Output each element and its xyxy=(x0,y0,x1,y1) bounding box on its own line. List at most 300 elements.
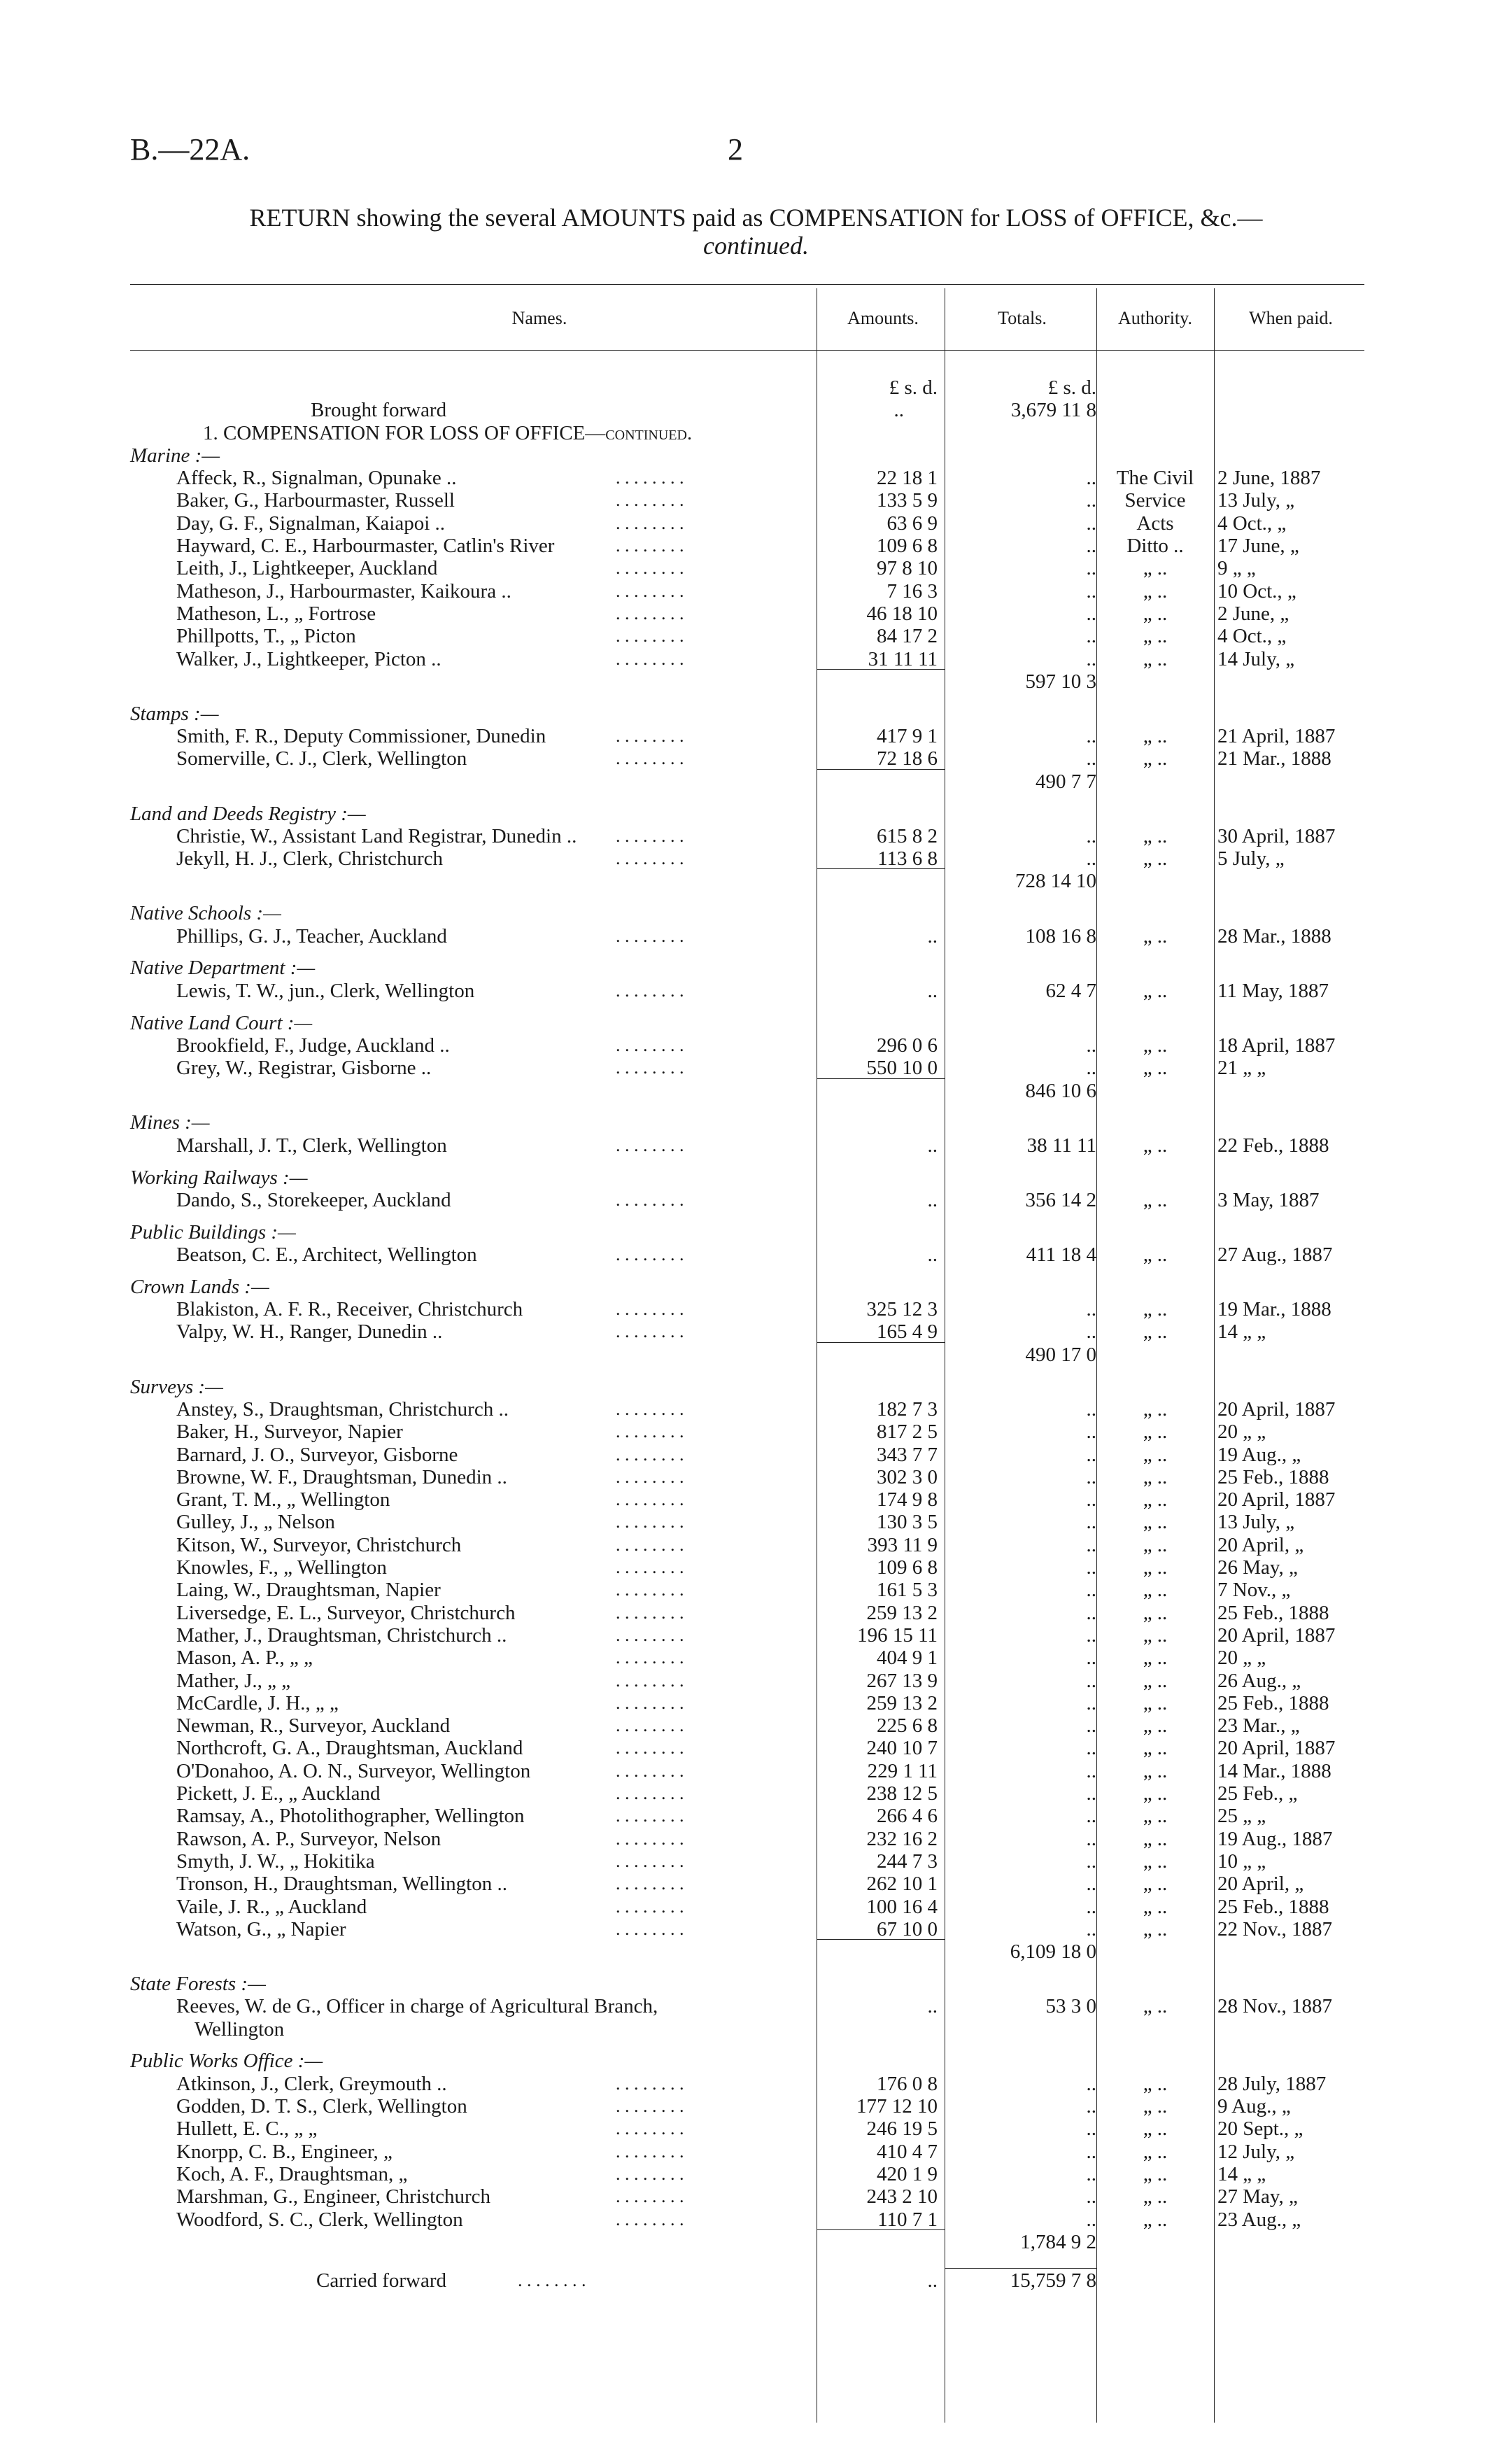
table-row xyxy=(0,467,1512,489)
payee-name: Ramsay, A., Photolithographer, Wellington xyxy=(176,1805,525,1827)
table-row xyxy=(0,925,1512,947)
payment-total: .. xyxy=(1086,489,1096,512)
table-row xyxy=(0,847,1512,870)
column-header-names: Names. xyxy=(511,308,567,328)
leader-dots: . . . . . . . . xyxy=(616,1851,684,1871)
category-label: State Forests :— xyxy=(130,1973,266,1995)
payment-total: .. xyxy=(1086,1850,1096,1873)
payment-total: 108 16 8 xyxy=(1025,925,1096,947)
payment-total: .. xyxy=(1086,1466,1096,1488)
authority: „ .. xyxy=(1143,1034,1168,1057)
payee-name: Hayward, C. E., Harbourmaster, Catlin's River xyxy=(176,535,555,557)
leader-dots: . . . . . . . . xyxy=(616,1693,684,1713)
return-title-continued: continued. xyxy=(703,232,809,260)
authority: „ .. xyxy=(1143,1850,1168,1873)
subtotal-rule xyxy=(817,769,945,770)
subtotal-rule xyxy=(817,868,945,869)
group-total: 846 10 6 xyxy=(1025,1080,1096,1102)
group-total-row xyxy=(0,2231,1512,2253)
leader-dots: . . . . . . . . xyxy=(616,1783,684,1803)
leader-dots: . . . . . . . . xyxy=(616,1421,684,1442)
date-paid: 9 „ „ xyxy=(1217,557,1256,579)
date-paid: 30 April, 1887 xyxy=(1217,825,1336,847)
payment-total: .. xyxy=(1086,2163,1096,2185)
payment-amount: .. xyxy=(927,1189,938,1211)
payment-amount: 22 18 1 xyxy=(877,467,938,489)
payment-amount: 97 8 10 xyxy=(877,557,938,579)
payee-name: Koch, A. F., Draughtsman, „ xyxy=(176,2163,408,2185)
payee-name: Browne, W. F., Draughtsman, Dunedin .. xyxy=(176,1466,507,1488)
authority: „ .. xyxy=(1143,1918,1168,1940)
authority: „ .. xyxy=(1143,2141,1168,2163)
brought-forward-amount: .. xyxy=(893,399,904,421)
date-paid: 27 Aug., 1887 xyxy=(1217,1243,1333,1266)
payment-total: .. xyxy=(1086,1692,1096,1714)
authority: „ .. xyxy=(1143,1647,1168,1669)
payment-total: .. xyxy=(1086,1034,1096,1057)
leader-dots: . . . . . . . . xyxy=(616,1715,684,1735)
payment-amount: 67 10 0 xyxy=(877,1918,938,1940)
payment-total: .. xyxy=(1086,1398,1096,1421)
payment-amount: 130 3 5 xyxy=(877,1511,938,1533)
table-row xyxy=(0,580,1512,603)
date-paid: 19 Aug., „ xyxy=(1217,1444,1301,1466)
payment-amount: 243 2 10 xyxy=(866,2185,938,2208)
payee-name: Affeck, R., Signalman, Opunake .. xyxy=(176,467,457,489)
table-row xyxy=(0,1805,1512,1827)
payment-amount: 176 0 8 xyxy=(877,2073,938,2095)
authority: „ .. xyxy=(1143,1624,1168,1647)
date-paid: 20 April, „ xyxy=(1217,1534,1304,1556)
payment-total: .. xyxy=(1086,2095,1096,2118)
authority: „ .. xyxy=(1143,1057,1168,1079)
payment-amount: 110 7 1 xyxy=(877,2208,938,2231)
date-paid: 21 April, 1887 xyxy=(1217,725,1336,747)
table-row xyxy=(0,1466,1512,1488)
table-row xyxy=(0,1647,1512,1669)
payment-total: .. xyxy=(1086,1647,1096,1669)
authority: „ .. xyxy=(1143,1189,1168,1211)
leader-dots: . . . . . . . . xyxy=(616,2073,684,2094)
date-paid: 7 Nov., „ xyxy=(1217,1579,1291,1601)
date-paid: 20 April, 1887 xyxy=(1217,1737,1336,1759)
carried-forward-row xyxy=(0,2269,1512,2292)
table-row xyxy=(0,2141,1512,2163)
table-row xyxy=(0,1057,1512,1079)
leader-dots: . . . . . . . . xyxy=(616,1535,684,1555)
payment-total: .. xyxy=(1086,1918,1096,1940)
table-row xyxy=(0,625,1512,647)
table-row xyxy=(0,980,1512,1002)
payee-name: Liversedge, E. L., Surveyor, Christchurch xyxy=(176,1602,516,1624)
payment-total: .. xyxy=(1086,1421,1096,1443)
payee-name: Newman, R., Surveyor, Auckland xyxy=(176,1714,451,1737)
leader-dots: . . . . . . . . xyxy=(616,1805,684,1826)
payment-amount: 325 12 3 xyxy=(866,1298,938,1320)
payee-name: Mather, J., „ „ xyxy=(176,1670,291,1692)
payment-total: .. xyxy=(1086,2185,1096,2208)
category-heading xyxy=(0,957,1512,979)
payment-amount: 296 0 6 xyxy=(877,1034,938,1057)
document-reference: B.—22A. xyxy=(130,132,250,167)
payee-name: Gulley, J., „ Nelson xyxy=(176,1511,335,1533)
table-row xyxy=(0,1421,1512,1443)
brought-forward-label: Brought forward xyxy=(311,399,447,421)
leader-dots: . . . . . . . . xyxy=(616,1738,684,1758)
leader-dots: . . . . . . . . xyxy=(616,581,684,601)
authority: „ .. xyxy=(1143,1828,1168,1850)
leader-dots: . . . . . . . . xyxy=(616,1761,684,1781)
payee-name: Tronson, H., Draughtsman, Wellington .. xyxy=(176,1873,507,1895)
currency-units-row xyxy=(0,376,1512,399)
authority: „ .. xyxy=(1143,2208,1168,2231)
authority: „ .. xyxy=(1143,1670,1168,1692)
authority: „ .. xyxy=(1143,1805,1168,1827)
category-heading xyxy=(0,1376,1512,1398)
leader-dots: . . . . . . . . xyxy=(616,726,684,746)
carried-forward-total: 15,759 7 8 xyxy=(1010,2269,1096,2292)
payment-amount: 410 4 7 xyxy=(877,2141,938,2163)
payee-name: Rawson, A. P., Surveyor, Nelson xyxy=(176,1828,441,1850)
group-total: 597 10 3 xyxy=(1025,670,1096,693)
table-row xyxy=(0,1850,1512,1873)
authority: „ .. xyxy=(1143,648,1168,670)
authority: „ .. xyxy=(1143,1243,1168,1266)
payment-total: .. xyxy=(1086,1057,1096,1079)
table-row xyxy=(0,747,1512,770)
category-label: Native Department :— xyxy=(130,957,316,979)
payee-name: Mather, J., Draughtsman, Christchurch .. xyxy=(176,1624,507,1647)
authority: „ .. xyxy=(1143,580,1168,603)
payee-name: Kitson, W., Surveyor, Christchurch xyxy=(176,1534,462,1556)
date-paid: 28 Mar., 1888 xyxy=(1217,925,1331,947)
payment-amount: 229 1 11 xyxy=(867,1760,938,1782)
payment-total: .. xyxy=(1086,825,1096,847)
section-heading xyxy=(0,422,1512,444)
authority: „ .. xyxy=(1143,980,1168,1002)
date-paid: 10 „ „ xyxy=(1217,1850,1266,1873)
table-row xyxy=(0,1579,1512,1601)
table-row xyxy=(0,2073,1512,2095)
payment-total: .. xyxy=(1086,1782,1096,1805)
subtotal-rule xyxy=(817,1078,945,1079)
payee-name: Phillpotts, T., „ Picton xyxy=(176,625,356,647)
payee-name-continued: Wellington xyxy=(195,2018,285,2041)
page-number: 2 xyxy=(728,132,743,167)
leader-dots: . . . . . . . . xyxy=(616,1512,684,1532)
leader-dots: . . . . . . . . xyxy=(616,2118,684,2138)
table-row xyxy=(0,1602,1512,1624)
leader-dots: . . . . . . . . xyxy=(616,1557,684,1577)
table-row xyxy=(0,1189,1512,1211)
category-label: Public Works Office :— xyxy=(130,2050,323,2072)
payment-total: .. xyxy=(1086,2073,1096,2095)
payment-amount: 177 12 10 xyxy=(856,2095,938,2118)
payee-name: Lewis, T. W., jun., Clerk, Wellington xyxy=(176,980,475,1002)
group-total: 6,109 18 0 xyxy=(1010,1940,1096,1963)
table-row xyxy=(0,489,1512,512)
payment-amount: 165 4 9 xyxy=(877,1320,938,1343)
payee-name: Atkinson, J., Clerk, Greymouth .. xyxy=(176,2073,447,2095)
payment-amount: 46 18 10 xyxy=(866,603,938,625)
authority: „ .. xyxy=(1143,1534,1168,1556)
table-row xyxy=(0,1134,1512,1157)
date-paid: 25 Feb., 1888 xyxy=(1217,1466,1329,1488)
payee-name: Vaile, J. R., „ Auckland xyxy=(176,1896,367,1918)
payment-amount: 133 5 9 xyxy=(877,489,938,512)
authority: „ .. xyxy=(1143,925,1168,947)
category-heading xyxy=(0,1973,1512,1995)
payee-name: Christie, W., Assistant Land Registrar, Dunedin .. xyxy=(176,825,577,847)
date-paid: 26 Aug., „ xyxy=(1217,1670,1301,1692)
table-row xyxy=(0,512,1512,535)
payment-amount: 63 6 9 xyxy=(886,512,938,535)
payment-amount: 262 10 1 xyxy=(866,1873,938,1895)
payee-name: Reeves, W. de G., Officer in charge of Agricultural Branch, xyxy=(176,1995,658,2017)
table-row xyxy=(0,1714,1512,1737)
table-row xyxy=(0,1398,1512,1421)
leader-dots: . . . . . . . . xyxy=(616,1828,684,1849)
category-label: Marine :— xyxy=(130,444,220,467)
date-paid: 25 Feb., 1888 xyxy=(1217,1692,1329,1714)
subtotal-rule xyxy=(817,1939,945,1940)
leader-dots: . . . . . . . . xyxy=(616,1919,684,1939)
payment-amount: 109 6 8 xyxy=(877,535,938,557)
payment-total: .. xyxy=(1086,1737,1096,1759)
payment-total: .. xyxy=(1086,847,1096,870)
column-header-when-paid: When paid. xyxy=(1249,308,1333,328)
category-heading xyxy=(0,803,1512,825)
date-paid: 19 Mar., 1888 xyxy=(1217,1298,1331,1320)
leader-dots: . . . . . . . . xyxy=(616,2164,684,2184)
payment-amount: 238 12 5 xyxy=(866,1782,938,1805)
leader-dots: . . . . . . . . xyxy=(616,980,684,1001)
group-total: 728 14 10 xyxy=(1015,870,1096,892)
table-row xyxy=(0,1320,1512,1343)
table-row xyxy=(0,1624,1512,1647)
date-paid: 25 Feb., 1888 xyxy=(1217,1896,1329,1918)
date-paid: 2 June, „ xyxy=(1217,603,1290,625)
leader-dots: . . . . . . . . xyxy=(616,1244,684,1264)
carried-forward-rule xyxy=(945,2268,1096,2269)
payment-total: .. xyxy=(1086,1760,1096,1782)
brought-forward-row xyxy=(0,399,1512,421)
payee-name: Knorpp, C. B., Engineer, „ xyxy=(176,2141,393,2163)
payment-amount: 259 13 2 xyxy=(866,1692,938,1714)
category-label: Mines :— xyxy=(130,1111,210,1134)
column-header-authority: Authority. xyxy=(1118,308,1192,328)
leader-dots: . . . . . . . . xyxy=(616,490,684,510)
payee-name: Smyth, J. W., „ Hokitika xyxy=(176,1850,375,1873)
leader-dots: . . . . . . . . xyxy=(616,1489,684,1509)
table-row xyxy=(0,1670,1512,1692)
payment-amount: 615 8 2 xyxy=(877,825,938,847)
table-row xyxy=(0,2208,1512,2231)
date-paid: 3 May, 1887 xyxy=(1217,1189,1320,1211)
date-paid: 18 April, 1887 xyxy=(1217,1034,1336,1057)
column-header-totals: Totals. xyxy=(998,308,1047,328)
payment-total: .. xyxy=(1086,1828,1096,1850)
total-units: £ s. d. xyxy=(1047,376,1096,399)
table-row xyxy=(0,1737,1512,1759)
group-total-row xyxy=(0,670,1512,693)
date-paid: 25 „ „ xyxy=(1217,1805,1266,1827)
table-row xyxy=(0,1298,1512,1320)
group-total: 490 17 0 xyxy=(1025,1344,1096,1366)
carried-forward-label: Carried forward xyxy=(316,2269,446,2292)
table-row xyxy=(0,1782,1512,1805)
payee-name: Brookfield, F., Judge, Auckland .. xyxy=(176,1034,450,1057)
authority: „ .. xyxy=(1143,1896,1168,1918)
payee-name: Grey, W., Registrar, Gisborne .. xyxy=(176,1057,432,1079)
payee-name: Baker, G., Harbourmaster, Russell xyxy=(176,489,455,512)
payment-total: .. xyxy=(1086,1534,1096,1556)
category-heading xyxy=(0,1012,1512,1034)
payee-name: Knowles, F., „ Wellington xyxy=(176,1556,387,1579)
date-paid: 22 Feb., 1888 xyxy=(1217,1134,1329,1157)
date-paid: 13 July, „ xyxy=(1217,1511,1295,1533)
payment-amount: 113 6 8 xyxy=(877,847,938,870)
payment-amount: 244 7 3 xyxy=(877,1850,938,1873)
payment-amount: 109 6 8 xyxy=(877,1556,938,1579)
payment-amount: 266 4 6 xyxy=(877,1805,938,1827)
authority: „ .. xyxy=(1143,1737,1168,1759)
table-row xyxy=(0,2163,1512,2185)
payment-amount: 100 16 4 xyxy=(866,1896,938,1918)
payment-amount: 404 9 1 xyxy=(877,1647,938,1669)
payment-total: .. xyxy=(1086,1602,1096,1624)
table-row xyxy=(0,1873,1512,1895)
payment-amount: 267 13 9 xyxy=(866,1670,938,1692)
date-paid: 23 Mar., „ xyxy=(1217,1714,1300,1737)
date-paid: 11 May, 1887 xyxy=(1217,980,1329,1002)
payment-total: .. xyxy=(1086,1873,1096,1895)
date-paid: 28 Nov., 1887 xyxy=(1217,1995,1333,2017)
payee-name: Northcroft, G. A., Draughtsman, Auckland xyxy=(176,1737,523,1759)
authority: „ .. xyxy=(1143,1692,1168,1714)
leader-dots: . . . . . . . . xyxy=(616,1873,684,1894)
leader-dots: . . . . . . . . xyxy=(616,748,684,768)
payment-amount: 550 10 0 xyxy=(866,1057,938,1079)
table-row xyxy=(0,1511,1512,1533)
table-row xyxy=(0,1918,1512,1940)
category-label: Native Land Court :— xyxy=(130,1012,313,1034)
leader-dots: . . . . . . . . xyxy=(616,1647,684,1668)
table-row xyxy=(0,1488,1512,1511)
leader-dots: . . . . . . . . xyxy=(616,848,684,868)
payment-amount: 182 7 3 xyxy=(877,1398,938,1421)
group-total-row xyxy=(0,1344,1512,1366)
leader-dots: . . . . . . . . xyxy=(616,513,684,533)
leader-dots: . . . . . . . . xyxy=(616,2141,684,2162)
authority: „ .. xyxy=(1143,2163,1168,2185)
payment-total: .. xyxy=(1086,1511,1096,1533)
table-row xyxy=(0,603,1512,625)
table-row xyxy=(0,1034,1512,1057)
payment-amount: 174 9 8 xyxy=(877,1488,938,1511)
payment-total: .. xyxy=(1086,725,1096,747)
category-heading xyxy=(0,1111,1512,1134)
table-row xyxy=(0,2118,1512,2140)
category-heading xyxy=(0,1221,1512,1243)
date-paid: 25 Feb., 1888 xyxy=(1217,1602,1329,1624)
date-paid: 2 June, 1887 xyxy=(1217,467,1321,489)
payment-amount: 196 15 11 xyxy=(857,1624,938,1647)
date-paid: 10 Oct., „ xyxy=(1217,580,1296,603)
payee-name: Godden, D. T. S., Clerk, Wellington xyxy=(176,2095,467,2118)
leader-dots: . . . . . . . . xyxy=(616,1467,684,1487)
date-paid: 21 „ „ xyxy=(1217,1057,1266,1079)
payee-name: Baker, H., Surveyor, Napier xyxy=(176,1421,403,1443)
payment-total: .. xyxy=(1086,2141,1096,2163)
payee-name: Hullett, E. C., „ „ xyxy=(176,2118,318,2140)
authority: „ .. xyxy=(1143,557,1168,579)
payee-name: Day, G. F., Signalman, Kaiapoi .. xyxy=(176,512,446,535)
payment-amount: .. xyxy=(927,1134,938,1157)
date-paid: 28 July, 1887 xyxy=(1217,2073,1327,2095)
payment-amount: .. xyxy=(927,980,938,1002)
payee-name: Somerville, C. J., Clerk, Wellington xyxy=(176,747,467,770)
authority: „ .. xyxy=(1143,1298,1168,1320)
leader-dots: . . . . . . . . xyxy=(616,626,684,646)
leader-dots: . . . . . . . . xyxy=(616,535,684,556)
category-label: Working Railways :— xyxy=(130,1167,308,1189)
category-heading xyxy=(0,902,1512,924)
payee-name: Anstey, S., Draughtsman, Christchurch .. xyxy=(176,1398,509,1421)
payment-amount: 240 10 7 xyxy=(866,1737,938,1759)
payee-name: Watson, G., „ Napier xyxy=(176,1918,346,1940)
leader-dots: . . . . . . . . xyxy=(616,1579,684,1600)
leader-dots: . . . . . . . . xyxy=(518,2270,586,2290)
payee-name: Laing, W., Draughtsman, Napier xyxy=(176,1579,441,1601)
date-paid: 13 July, „ xyxy=(1217,489,1295,512)
leader-dots: . . . . . . . . xyxy=(616,1670,684,1691)
payment-total: 38 11 11 xyxy=(1026,1134,1096,1157)
subtotal-rule xyxy=(817,669,945,670)
payment-total: .. xyxy=(1086,2118,1096,2140)
table-row xyxy=(0,2095,1512,2118)
payment-amount: .. xyxy=(927,925,938,947)
date-paid: 4 Oct., „ xyxy=(1217,512,1287,535)
authority: Service xyxy=(1124,489,1186,512)
table-row xyxy=(0,725,1512,747)
payment-amount: 31 11 11 xyxy=(868,648,938,670)
date-paid: 14 Mar., 1888 xyxy=(1217,1760,1331,1782)
leader-dots: . . . . . . . . xyxy=(616,1444,684,1465)
table-row xyxy=(0,648,1512,670)
date-paid: 20 „ „ xyxy=(1217,1647,1266,1669)
payee-name: Beatson, C. E., Architect, Wellington xyxy=(176,1243,477,1266)
payment-total: 62 4 7 xyxy=(1045,980,1096,1002)
authority: „ .. xyxy=(1143,2073,1168,2095)
leader-dots: . . . . . . . . xyxy=(616,1602,684,1623)
payee-name: Blakiston, A. F. R., Receiver, Christchurch xyxy=(176,1298,523,1320)
payment-total: .. xyxy=(1086,557,1096,579)
table-row xyxy=(0,1534,1512,1556)
date-paid: 9 Aug., „ xyxy=(1217,2095,1291,2118)
payment-amount: 225 6 8 xyxy=(877,1714,938,1737)
authority: „ .. xyxy=(1143,1320,1168,1343)
authority: „ .. xyxy=(1143,2095,1168,2118)
payee-name: Phillips, G. J., Teacher, Auckland xyxy=(176,925,447,947)
authority: „ .. xyxy=(1143,1134,1168,1157)
table-row xyxy=(0,1243,1512,1266)
authority: „ .. xyxy=(1143,1466,1168,1488)
payment-total: .. xyxy=(1086,625,1096,647)
leader-dots: . . . . . . . . xyxy=(616,1399,684,1419)
authority: „ .. xyxy=(1143,2185,1168,2208)
return-title: RETURN showing the several AMOUNTS paid as COMPENSATION for LOSS of OFFICE, &c.— xyxy=(249,204,1263,232)
